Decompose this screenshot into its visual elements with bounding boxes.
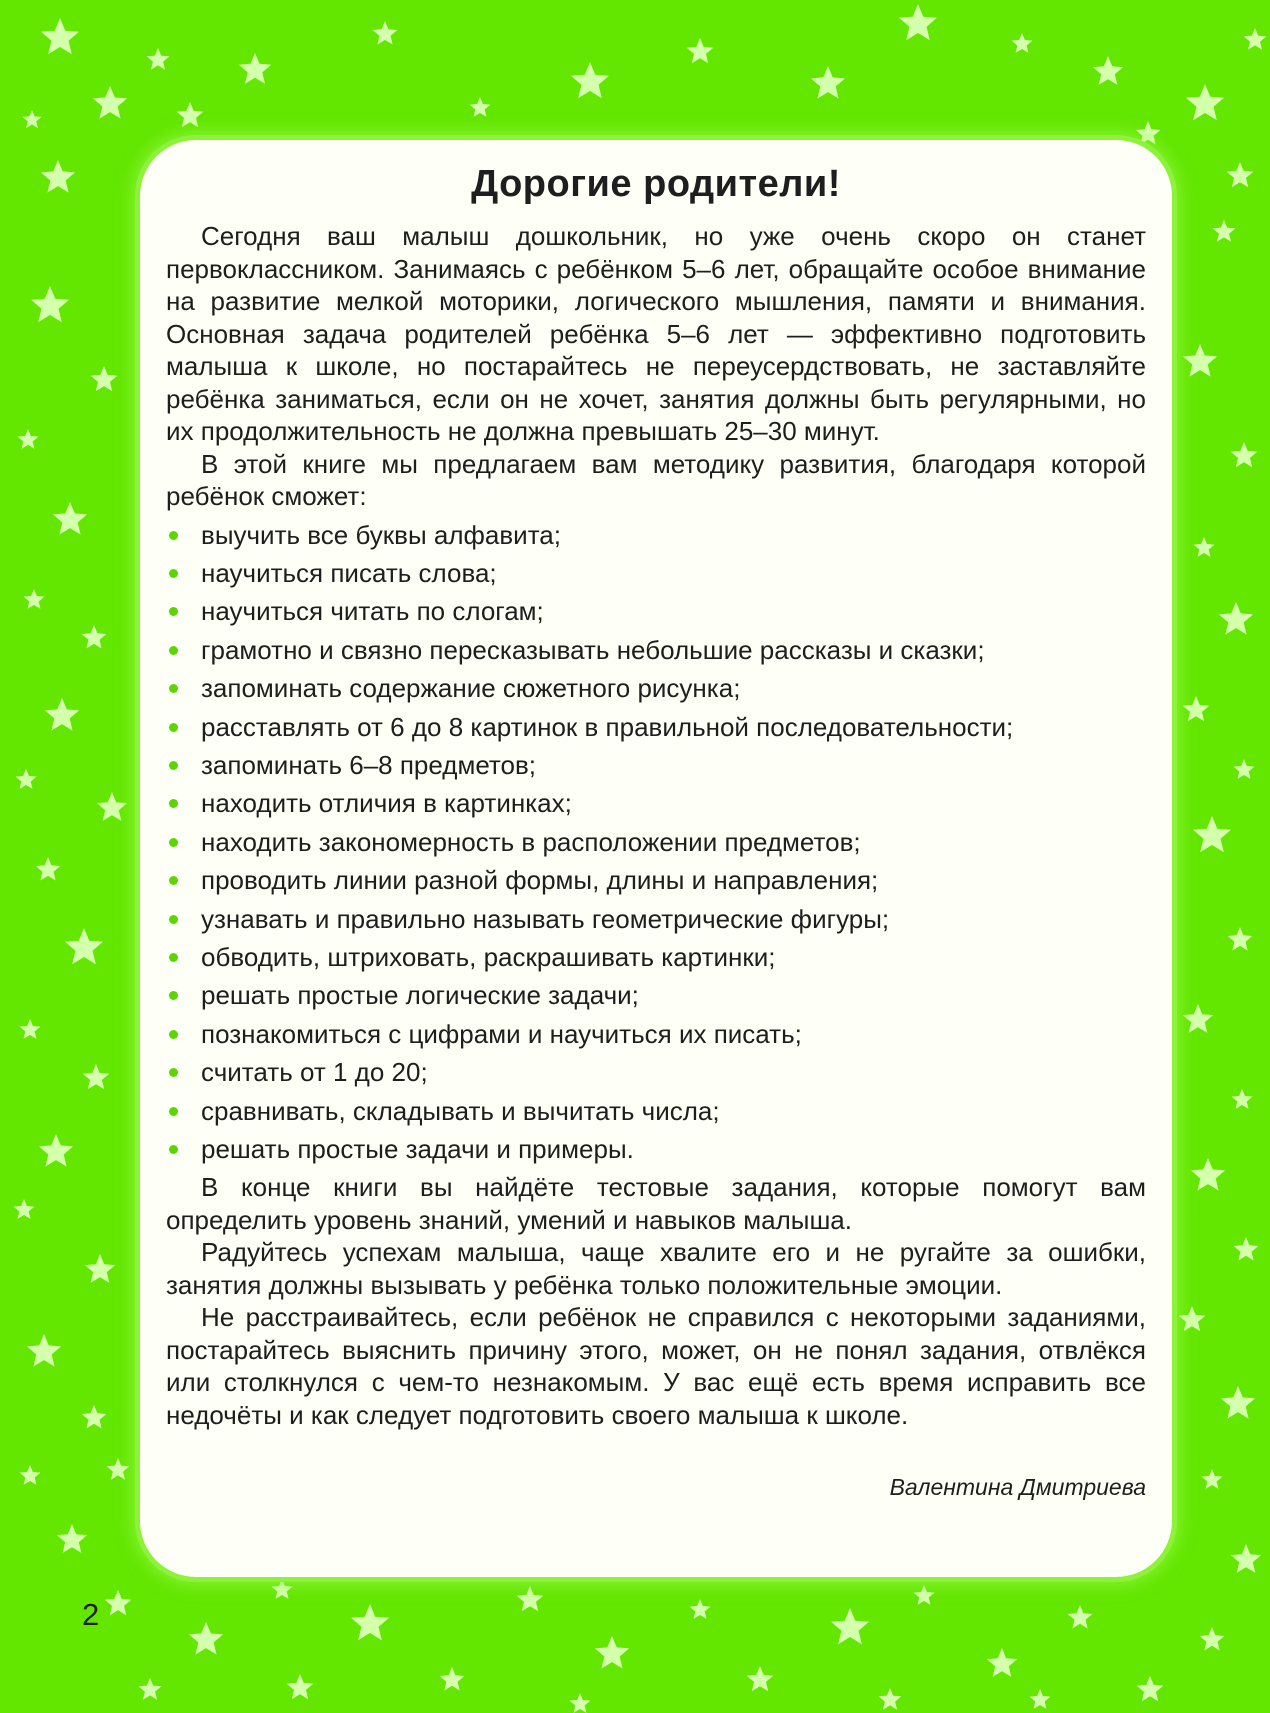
star-icon [1068, 1605, 1093, 1629]
list-item: запоминать содержание сюжетного рисунка; [166, 669, 1146, 707]
star-icon [1137, 1676, 1164, 1701]
list-item: научиться читать по слогам; [166, 592, 1146, 630]
list-item: расставлять от 6 до 8 картинок в правильной последовательности; [166, 708, 1146, 746]
star-icon [36, 857, 61, 881]
star-icon [1012, 33, 1033, 53]
skills-list [166, 516, 1146, 1169]
star-icon [1234, 1237, 1259, 1261]
star-icon [107, 1458, 130, 1480]
star-icon [1227, 162, 1254, 187]
star-icon [97, 792, 127, 821]
star-icon [1183, 696, 1210, 721]
star-icon [1183, 1004, 1213, 1033]
star-icon [899, 4, 937, 40]
outro-paragraph-3: Не расстраивайтесь, если ребёнок не справился с некоторыми заданиями, постарайтесь выяснить причину этого, может, он не понял задания, отвлёкся или столкнулся с чем-то незнакомым. У вас ещё есть время исправить все недочёты и как следует подготовить своего малыша к школе. [166, 1302, 1146, 1430]
outro-paragraph-2: Радуйтесь успехам малыша, чаще хвалите его и не ругайте за ошибки, занятия должны вызывать у ребёнка только положительные эмоции. [166, 1237, 1146, 1300]
star-icon [831, 1608, 869, 1644]
text-panel [140, 140, 1172, 1577]
list-item: познакомиться с цифрами и научиться их писать; [166, 1015, 1146, 1053]
star-icon [1179, 1306, 1206, 1331]
star-icon [14, 1199, 35, 1219]
list-item: считать от 1 до 20; [166, 1053, 1146, 1091]
star-icon [1183, 344, 1217, 377]
star-icon [1202, 1469, 1223, 1489]
star-icon [1200, 1627, 1225, 1651]
list-item: узнавать и правильно называть геометрические фигуры; [166, 900, 1146, 938]
star-icon [1093, 56, 1123, 85]
star-icon [987, 1648, 1017, 1677]
star-icon [595, 1636, 629, 1669]
page-title: Дорогие родители! [471, 163, 841, 205]
star-icon [53, 502, 87, 535]
star-icon [470, 97, 491, 117]
star-icon [57, 1524, 87, 1553]
star-icon [373, 21, 398, 45]
star-icon [1213, 220, 1236, 242]
star-icon [20, 1465, 41, 1485]
star-icon [1231, 1544, 1261, 1573]
page-number: 2 [82, 1597, 100, 1632]
star-icon [811, 66, 845, 99]
star-icon [517, 1586, 544, 1611]
list-item: находить закономерность в расположении предметов; [166, 823, 1146, 861]
list-item: проводить линии разной формы, длины и направления; [166, 861, 1146, 899]
star-icon [1186, 84, 1224, 120]
star-icon [23, 110, 42, 128]
star-icon [31, 286, 69, 322]
star-icon [1234, 759, 1255, 779]
list-item: решать простые задачи и примеры. [166, 1130, 1146, 1168]
list-item: решать простые логические задачи; [166, 976, 1146, 1014]
star-icon [1219, 602, 1253, 635]
star-icon [82, 625, 107, 649]
star-icon [139, 1678, 162, 1700]
list-item: обводить, штриховать, раскрашивать картинки; [166, 938, 1146, 976]
star-icon [1194, 537, 1215, 557]
list-item: запоминать 6–8 предметов; [166, 746, 1146, 784]
list-item: грамотно и связно пересказывать небольшие рассказы и сказки; [166, 631, 1146, 669]
star-icon [1231, 442, 1258, 467]
star-icon [687, 38, 714, 63]
star-icon [93, 86, 127, 119]
list-item: научиться писать слова; [166, 554, 1146, 592]
list-item: сравнивать, складывать и вычитать числа; [166, 1092, 1146, 1130]
star-icon [1191, 1158, 1225, 1191]
star-icon [1221, 1386, 1255, 1419]
star-icon [39, 1134, 73, 1167]
star-icon [20, 1019, 41, 1039]
star-icon [189, 1622, 223, 1655]
star-icon [747, 1666, 774, 1691]
list-item: выучить все буквы алфавита; [166, 516, 1146, 554]
author-signature: Валентина Дмитриева [889, 1474, 1146, 1500]
star-icon [287, 1674, 314, 1699]
star-icon [147, 48, 170, 70]
star-icon [27, 1334, 61, 1367]
star-icon [914, 1585, 935, 1605]
intro-paragraph-2: В этой книге мы предлагаем вам методику развития, благодаря которой ребёнок сможет: [166, 448, 1146, 511]
star-icon [1193, 816, 1231, 852]
star-icon [879, 1688, 902, 1710]
star-icon [272, 1579, 293, 1599]
star-icon [177, 102, 204, 127]
star-icon [85, 1254, 115, 1283]
star-icon [1232, 1089, 1253, 1109]
star-icon [16, 769, 37, 789]
outro-paragraph-1: В конце книги вы найдёте тестовые задания, которые помогут вам определить уровень знаний, умений и навыков малыша. [166, 1172, 1146, 1235]
intro-paragraph-1: Сегодня ваш малыш дошкольник, но уже очень скоро он станет первоклассником. Занимаясь с ребёнком 5–6 лет, обращайте особое внимание на развитие мелкой моторики, логического мышления, памяти и внимания. Основная задача родителей ребёнка 5–6 лет — эффективно подготовить малыша к школе, но постарайтесь не переусердствовать, не заставляйте ребёнка заниматься, если он не хочет, занятия должны быть регулярными, но их продолжительность не должна превышать 25–30 минут. [166, 221, 1146, 446]
star-icon [65, 928, 103, 964]
star-icon [1136, 121, 1161, 145]
star-icon [45, 698, 79, 731]
star-icon [571, 62, 609, 98]
star-icon [1030, 1689, 1051, 1709]
list-item: находить отличия в картинках; [166, 784, 1146, 822]
star-icon [1228, 927, 1253, 951]
star-icon [239, 53, 271, 84]
star-icon [351, 1604, 389, 1640]
star-icon [690, 1599, 711, 1619]
star-icon [41, 18, 79, 54]
star-icon [41, 160, 75, 193]
star-icon [91, 366, 118, 391]
star-icon [440, 1667, 465, 1691]
star-icon [83, 1064, 110, 1089]
star-icon [24, 589, 45, 609]
star-icon [1244, 28, 1267, 50]
star-icon [570, 1693, 591, 1713]
star-icon [105, 1590, 132, 1615]
star-icon [18, 429, 39, 449]
star-icon [82, 1405, 107, 1429]
